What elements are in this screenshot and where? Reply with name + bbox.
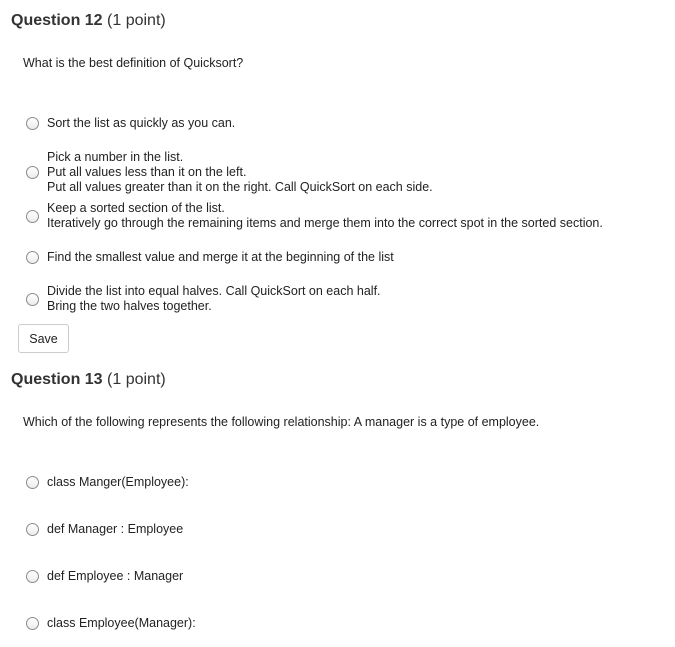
option-line: def Manager : Employee xyxy=(47,522,184,536)
question-12-option-3[interactable] xyxy=(26,201,603,231)
option-text xyxy=(47,475,189,490)
radio-button[interactable] xyxy=(26,570,39,583)
question-label: Question 12 xyxy=(11,12,103,29)
question-label: Question 13 xyxy=(11,371,103,388)
option-text xyxy=(47,150,433,195)
radio-button[interactable] xyxy=(26,117,39,130)
option-line: def Employee : Manager xyxy=(47,569,184,583)
option-line: Divide the list into equal halves. Call QuickSort on each half. xyxy=(47,284,381,298)
question-points: (1 point) xyxy=(107,12,166,29)
question-12-option-5[interactable] xyxy=(26,284,381,314)
question-12-option-2[interactable] xyxy=(26,150,433,195)
question-points: (1 point) xyxy=(107,371,166,388)
option-text xyxy=(47,522,183,537)
radio-button[interactable] xyxy=(26,617,39,630)
option-text xyxy=(47,616,196,631)
question-13-prompt: Which of the following represents the following relationship: A manager is a type of employee. xyxy=(23,415,540,429)
radio-button[interactable] xyxy=(26,210,39,223)
save-button[interactable]: Save xyxy=(18,324,69,353)
option-line: Put all values greater than it on the right. Call QuickSort on each side. xyxy=(47,180,433,194)
question-13-option-4[interactable] xyxy=(26,616,196,631)
question-13-heading xyxy=(11,371,166,389)
radio-button[interactable] xyxy=(26,293,39,306)
radio-button[interactable] xyxy=(26,251,39,264)
option-line: class Manger(Employee): xyxy=(47,475,189,489)
option-line: Find the smallest value and merge it at the beginning of the list xyxy=(47,250,394,264)
option-text xyxy=(47,250,394,265)
question-13-option-1[interactable] xyxy=(26,475,189,490)
question-13-option-2[interactable] xyxy=(26,522,183,537)
radio-button[interactable] xyxy=(26,476,39,489)
question-12-prompt: What is the best definition of Quicksort? xyxy=(23,56,244,70)
option-line: Keep a sorted section of the list. xyxy=(47,201,225,215)
option-line: Iteratively go through the remaining items and merge them into the correct spot in the sorted section. xyxy=(47,216,603,230)
option-line: Pick a number in the list. xyxy=(47,150,184,164)
radio-button[interactable] xyxy=(26,166,39,179)
option-text xyxy=(47,569,183,584)
option-line: Put all values less than it on the left. xyxy=(47,165,247,179)
question-12-option-1[interactable] xyxy=(26,116,235,131)
option-text xyxy=(47,116,235,131)
option-text xyxy=(47,284,381,314)
question-13-option-3[interactable] xyxy=(26,569,183,584)
option-line: Sort the list as quickly as you can. xyxy=(47,116,236,130)
radio-button[interactable] xyxy=(26,523,39,536)
question-12-heading xyxy=(11,12,166,30)
option-line: class Employee(Manager): xyxy=(47,616,196,630)
option-line: Bring the two halves together. xyxy=(47,299,212,313)
option-text xyxy=(47,201,603,231)
question-12-option-4[interactable] xyxy=(26,250,394,265)
